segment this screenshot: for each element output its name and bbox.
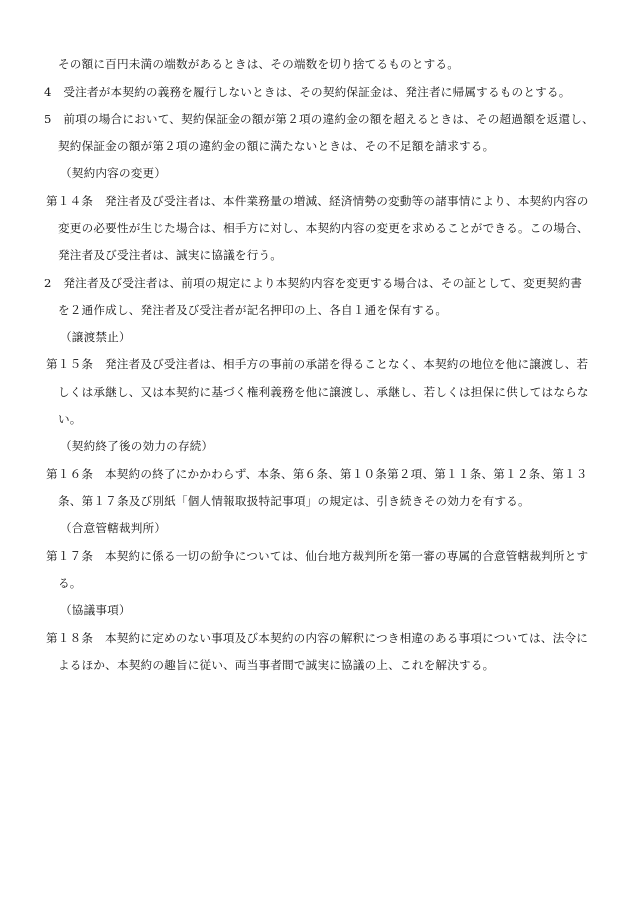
text-line: い。 [58,412,82,426]
text-line: 変更の必要性が生じた場合は、相手方に対し、本契約内容の変更を求めることができる。この場合、 [58,221,589,235]
text-line: よるほか、本契約の趣旨に従い、両当事者間で誠実に協議の上、これを解決する。 [58,658,495,672]
text-line: 発注者及び受注者は、誠実に協議を行う。 [58,248,283,262]
text-line: る。 [58,576,82,590]
section-heading: （契約内容の変更） [60,166,167,180]
text-line: 第１４条 発注者及び受注者は、本件業務量の増減、経済情勢の変動等の諸事情により、本契約内容の [46,194,589,208]
text-line: 第１７条 本契約に係る一切の紛争については、仙台地方裁判所を第一審の専属的合意管轄裁判所とす [46,549,589,563]
section-heading: （契約終了後の効力の存続） [60,439,214,453]
text-line: 第１８条 本契約に定めのない事項及び本契約の内容の解釈につき相違のある事項については、法令に [46,631,589,645]
text-line: を２通作成し、発注者及び受注者が記名押印の上、各自１通を保有する。 [58,303,448,317]
text-line: 条、第１７条及び別紙「個人情報取扱特記事項」の規定は、引き続きその効力を有する。 [58,494,530,508]
text-line: その額に百円未満の端数があるときは、その端数を切り捨てるものとする。 [58,57,459,71]
text-line: 4 受注者が本契約の義務を履行しないときは、その契約保証金は、発注者に帰属するものとする。 [44,85,571,99]
text-line: 契約保証金の額が第２項の違約金の額に満たないときは、その不足額を請求する。 [58,139,495,153]
text-line: しくは承継し、又は本契約に基づく権利義務を他に譲渡し、承継し、若しくは担保に供してはならな [58,385,589,399]
section-heading: （合意管轄裁判所） [60,521,167,535]
section-heading: （協議事項） [60,603,131,617]
text-line: 第１５条 発注者及び受注者は、相手方の事前の承諾を得ることなく、本契約の地位を他に譲渡し、若 [46,357,589,371]
section-heading: （譲渡禁止） [60,330,131,344]
text-line: 5 前項の場合において、契約保証金の額が第２項の違約金の額を超えるときは、その超過額を返還し、 [44,112,594,126]
text-line: 2 発注者及び受注者は、前項の規定により本契約内容を変更する場合は、その証として、変更契約書 [44,276,583,290]
text-line: 第１６条 本契約の終了にかかわらず、本条、第６条、第１０条第２項、第１１条、第１２条、第１３ [46,467,588,481]
